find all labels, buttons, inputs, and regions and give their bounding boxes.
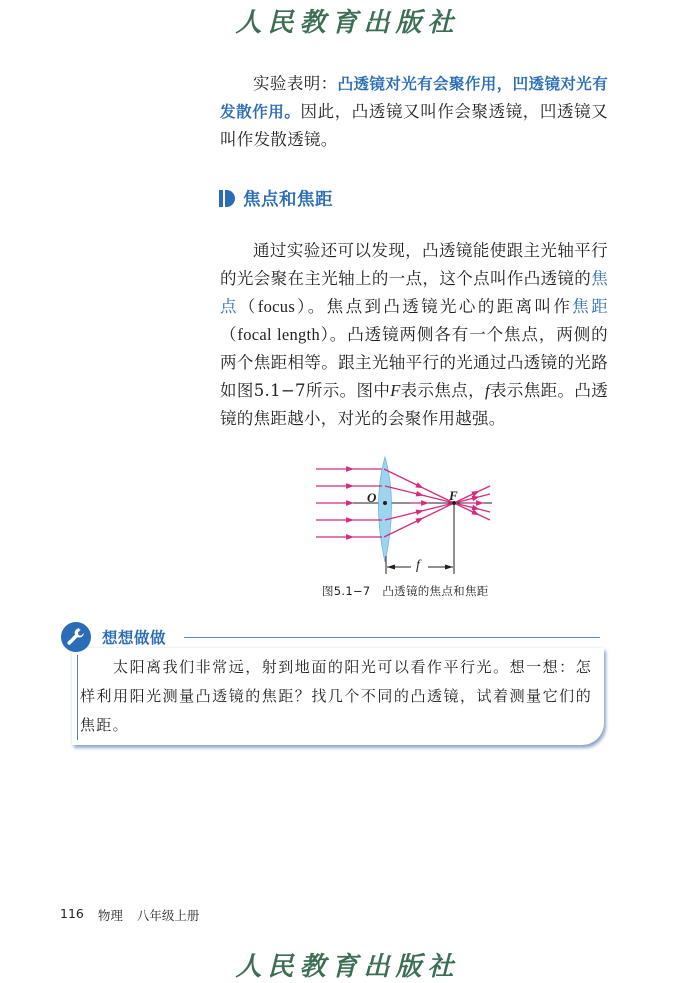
lens-shape xyxy=(379,457,392,562)
optical-center-dot xyxy=(383,501,387,505)
symbol-F: F xyxy=(390,381,401,400)
publisher-logo-footer: 人民教育出版社 xyxy=(235,952,460,982)
publisher-logo-header: 人民教育出版社 xyxy=(235,8,460,38)
focal-length-english: （focal length） xyxy=(220,325,330,344)
footer-subject: 物理 xyxy=(97,908,123,923)
think-box-text: 太阳离我们非常远，射到地面的阳光可以看作平行光。想一想：怎样利用阳光测量凸透镜的焦距？找几个不同的凸透镜，试着测量它们的焦距。 xyxy=(80,658,592,734)
symbol-f: f xyxy=(485,381,490,400)
term-focal-length: 焦距 xyxy=(572,297,608,316)
section-title: 焦点和焦距 xyxy=(243,189,333,210)
footer-volume: 八年级上册 xyxy=(136,908,200,923)
page-footer xyxy=(60,906,199,924)
intro-rest: 因此，凸透镜又叫作会聚透镜，凹透镜又叫作发散透镜。 xyxy=(220,102,608,149)
focus-paragraph xyxy=(220,237,608,433)
label-focus: F xyxy=(449,488,458,503)
intro-highlight: 凸透镜对光有会聚作用，凹透镜对光有发散作用。 xyxy=(220,75,609,121)
label-focal-length: f xyxy=(416,558,420,573)
page-number: 116 xyxy=(60,906,84,921)
heading-marker-icon xyxy=(219,190,235,207)
label-optical-center: O xyxy=(367,490,377,505)
intro-paragraph xyxy=(220,70,608,154)
text-span: 表示焦距。凸透镜的焦距越小，对光的会聚作用越强。 xyxy=(220,381,609,428)
section-heading xyxy=(219,184,333,212)
wrench-icon xyxy=(61,622,91,652)
text-span: 。凸透镜两侧各有一个焦点，两侧的两个焦距相等。跟主光轴平行的光通过凸透镜的光路如图5.1−7所示。图中 xyxy=(220,325,608,400)
think-title-divider xyxy=(184,637,600,638)
think-box-title: 想想做做 xyxy=(102,629,167,647)
term-focus: 焦点 xyxy=(220,269,608,316)
convex-lens-diagram xyxy=(300,452,500,602)
text-span: 表示焦点， xyxy=(400,381,486,400)
text-span: 。焦点到凸透镜光心的距离叫作 xyxy=(307,297,573,316)
text-span: 通过实验还可以发现，凸透镜能使跟主光轴平行的光会聚在主光轴上的一点，这个点叫作凸透镜的 xyxy=(220,241,608,288)
focus-english: （focus） xyxy=(238,297,308,316)
intro-lead: 实验表明： xyxy=(253,74,338,93)
think-box-left-rule xyxy=(77,655,78,740)
figure-caption: 图5.1−7 凸透镜的焦点和焦距 xyxy=(322,584,489,598)
